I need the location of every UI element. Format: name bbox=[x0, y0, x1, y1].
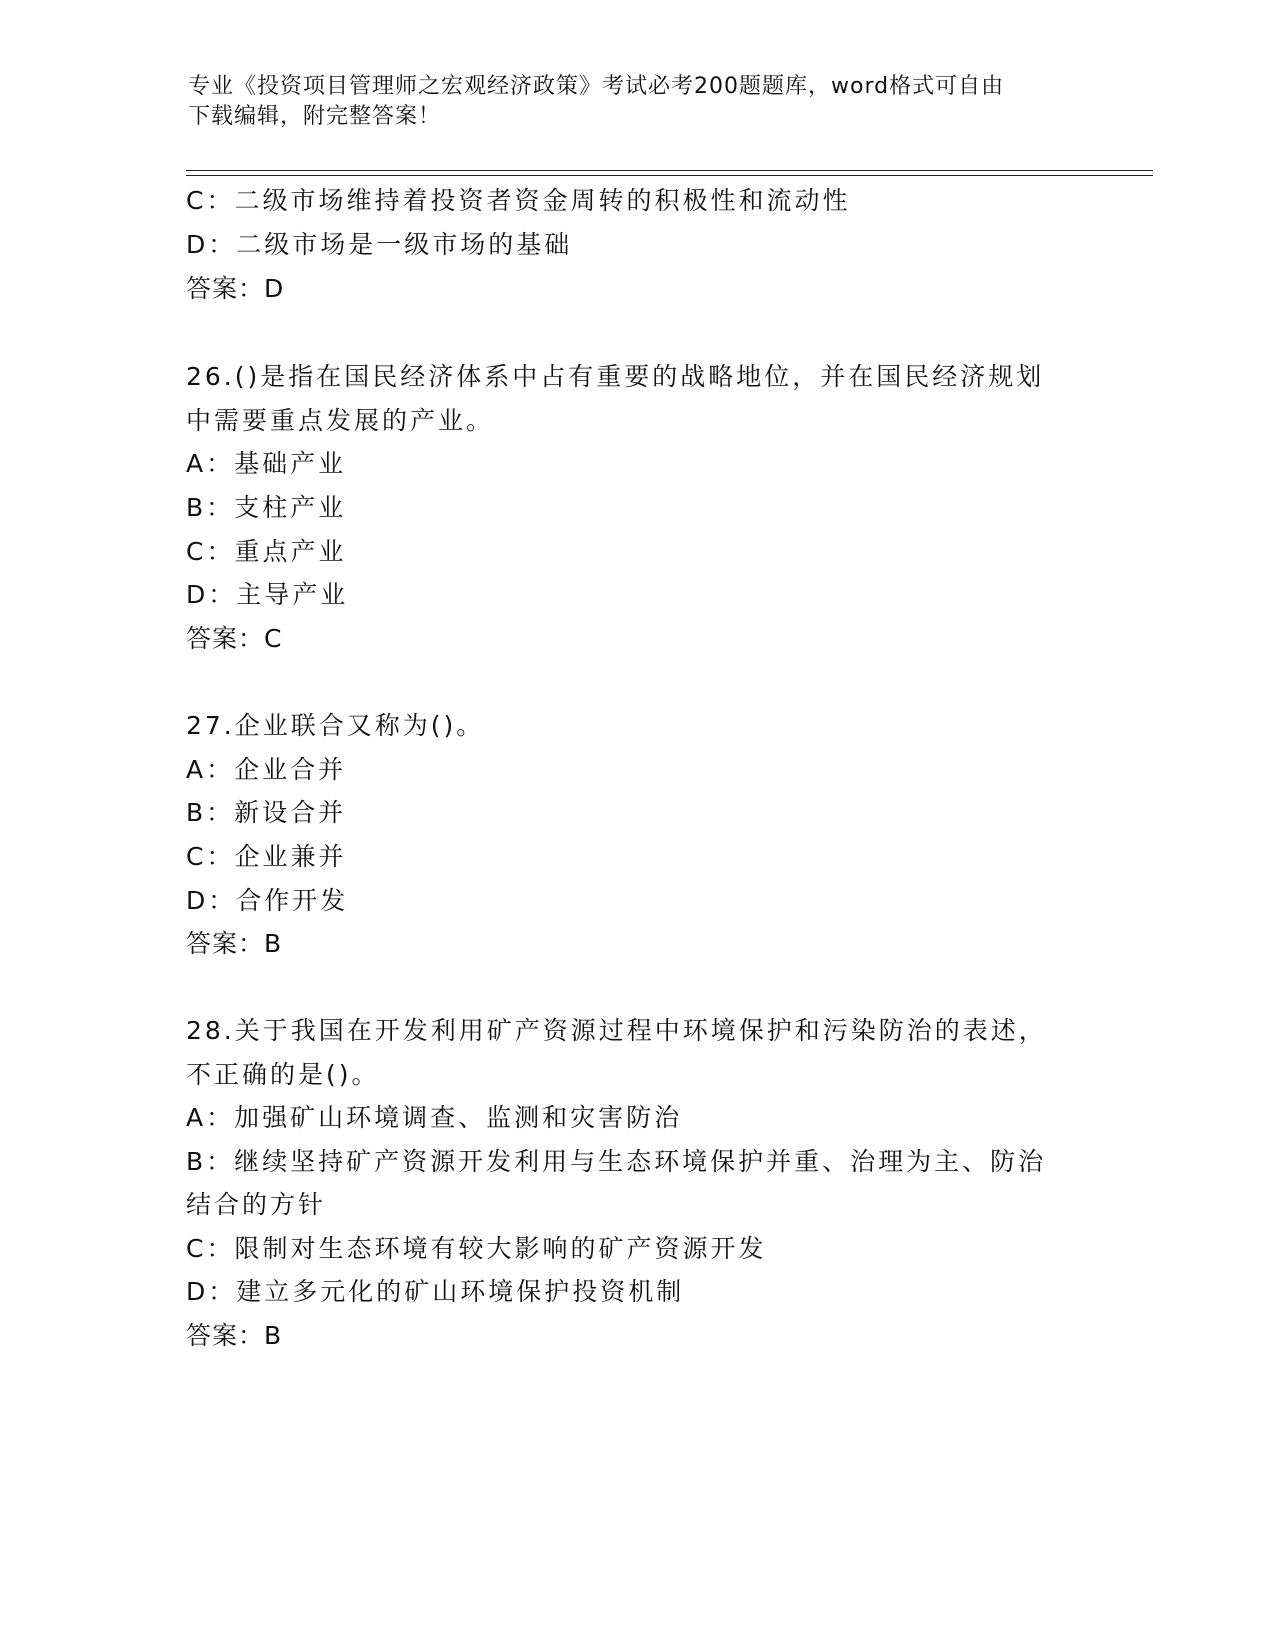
q26-stem-line-1: 26.()是指在国民经济体系中占有重要的战略地位，并在国民经济规划 bbox=[186, 362, 1045, 391]
q28-answer: 答案：B bbox=[186, 1321, 283, 1350]
q26-option-b: B：支柱产业 bbox=[186, 493, 347, 522]
q27-stem: 27.企业联合又称为()。 bbox=[186, 711, 485, 740]
q27-option-b: B：新设合并 bbox=[186, 798, 347, 827]
q27-option-a: A：企业合并 bbox=[186, 755, 347, 784]
q27-answer: 答案：B bbox=[186, 929, 283, 958]
q25-option-d: D：二级市场是一级市场的基础 bbox=[186, 230, 573, 259]
q28-option-c: C：限制对生态环境有较大影响的矿产资源开发 bbox=[186, 1234, 767, 1263]
q26-answer: 答案：C bbox=[186, 624, 283, 653]
q28-option-d: D：建立多元化的矿山环境保护投资机制 bbox=[186, 1277, 685, 1306]
q26-option-d: D：主导产业 bbox=[186, 580, 349, 609]
q28-stem-line-2: 不正确的是()。 bbox=[186, 1060, 380, 1089]
header-line-1: 专业《投资项目管理师之宏观经济政策》考试必考200题题库，word格式可自由 bbox=[188, 74, 1005, 99]
q25-option-c: C：二级市场维持着投资者资金周转的积极性和流动性 bbox=[186, 186, 851, 215]
q27-option-d: D：合作开发 bbox=[186, 886, 349, 915]
q28-stem-line-1: 28.关于我国在开发利用矿产资源过程中环境保护和污染防治的表述， bbox=[186, 1016, 1047, 1045]
q28-option-b-line-1: B：继续坚持矿产资源开发利用与生态环境保护并重、治理为主、防治 bbox=[186, 1147, 1047, 1176]
q26-stem-line-2: 中需要重点发展的产业。 bbox=[186, 406, 495, 435]
header-line-2: 下载编辑，附完整答案！ bbox=[188, 104, 442, 129]
header-divider-bottom bbox=[186, 175, 1153, 176]
header-divider-top bbox=[186, 170, 1153, 171]
q26-option-a: A：基础产业 bbox=[186, 449, 347, 478]
document-header bbox=[188, 72, 1068, 132]
q26-option-c: C：重点产业 bbox=[186, 537, 347, 566]
q28-option-a: A：加强矿山环境调查、监测和灾害防治 bbox=[186, 1103, 683, 1132]
q25-answer: 答案：D bbox=[186, 274, 285, 303]
q27-option-c: C：企业兼并 bbox=[186, 842, 347, 871]
q28-option-b-line-2: 结合的方针 bbox=[186, 1190, 327, 1219]
